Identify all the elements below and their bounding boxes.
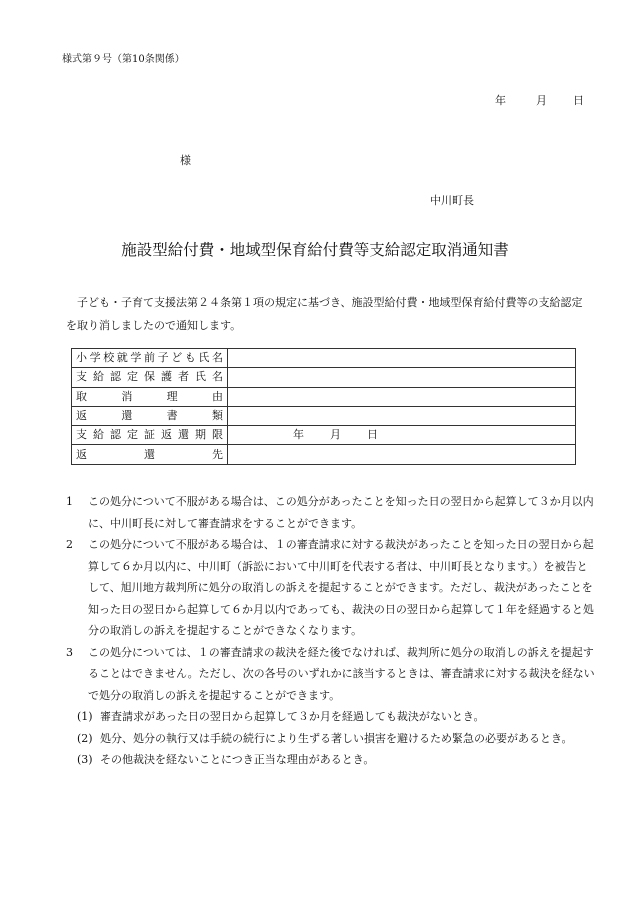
deadline-date (293, 426, 404, 444)
row-label-documents: 返還書類 (72, 406, 228, 425)
sub-item (66, 728, 596, 750)
sub-item-number: (2) (77, 731, 93, 745)
note-text: この処分について不服がある場合は、１の審査請求に対する裁決があったことを知った日の翌日から起算して６か月以内に、中川町（訴訟において中川町を代表する者は、中川町長となります。）を被告として、旭川地方裁判所に処分の取消しの訴えを提起することができます。ただし、裁決があったことを知った日の翌日から起算して６か月以内であっても、裁決の日の翌日から起算して１年を経過すると処分の取消しの訴えを提起することができなくなります。 (88, 538, 594, 637)
row-value-guardian-name (228, 368, 576, 387)
intro-paragraph: 子ども・子育て支援法第２４条第１項の規定に基づき、施設型給付費・地域型保育給付費等の支給認定を取り消しましたので通知します。 (66, 296, 583, 332)
sub-item-number: (3) (77, 753, 93, 766)
deadline-day: 日 (367, 428, 378, 442)
note-number: 3 (66, 645, 73, 659)
info-table (71, 348, 576, 465)
row-value-return-deadline (228, 426, 576, 445)
note-number: 1 (66, 495, 73, 508)
sub-item-text: 審査請求があった日の翌日から起算して３か月を経過しても裁決がないとき。 (100, 710, 485, 723)
table-row (72, 406, 576, 425)
row-value-documents (228, 406, 576, 425)
row-label-reason: 取消理由 (72, 387, 228, 406)
sub-item-text: その他裁決を経ないことにつき正当な理由があるとき。 (100, 753, 375, 766)
row-label-return-to: 返還先 (72, 445, 228, 464)
row-label-guardian-name: 支給認定保護者氏名 (72, 368, 228, 387)
note-item (66, 491, 596, 534)
date-day: 日 (573, 94, 584, 107)
issue-date (495, 92, 584, 108)
row-label-child-name: 小学校就学前子ども氏名 (72, 349, 228, 368)
row-label-return-deadline: 支給認定証返還期限 (72, 426, 228, 445)
table-row (72, 445, 576, 464)
date-month: 月 (536, 94, 547, 107)
deadline-year: 年 (293, 428, 304, 442)
sub-item-text: 処分、処分の執行又は手続の続行により生ずる著しい損害を避けるため緊急の必要があるとき。 (100, 731, 573, 745)
notes-section (66, 491, 596, 771)
note-number: 2 (66, 538, 73, 551)
sub-item-number: (1) (77, 710, 93, 723)
addressee-suffix: 様 (180, 154, 191, 167)
table-row (72, 349, 576, 368)
note-item (66, 534, 596, 642)
row-value-return-to (228, 445, 576, 464)
note-text: この処分について不服がある場合は、この処分があったことを知った日の翌日から起算して３か月以内に、中川町長に対して審査請求をすることができます。 (88, 495, 594, 530)
deadline-month: 月 (330, 428, 341, 442)
form-number: 様式第９号（第10条関係） (62, 54, 185, 65)
table-row (72, 426, 576, 445)
sub-item (66, 706, 596, 728)
row-value-child-name (228, 349, 576, 368)
document-title: 施設型給付費・地域型保育給付費等支給認定取消通知書 (121, 241, 509, 259)
table-row (72, 387, 576, 406)
date-year: 年 (495, 94, 506, 107)
sub-item (66, 749, 596, 771)
note-text: この処分については、１の審査請求の裁決を経た後でなければ、裁判所に処分の取消しの訴えを提起することはできません。ただし、次の各号のいずれかに該当するときは、審査請求に対する裁決を経ないで処分の取消しの訴えを提起することができます。 (88, 645, 595, 702)
row-value-reason (228, 387, 576, 406)
note-item (66, 642, 596, 707)
issuer-name: 中川町長 (430, 194, 474, 207)
table-row (72, 368, 576, 387)
